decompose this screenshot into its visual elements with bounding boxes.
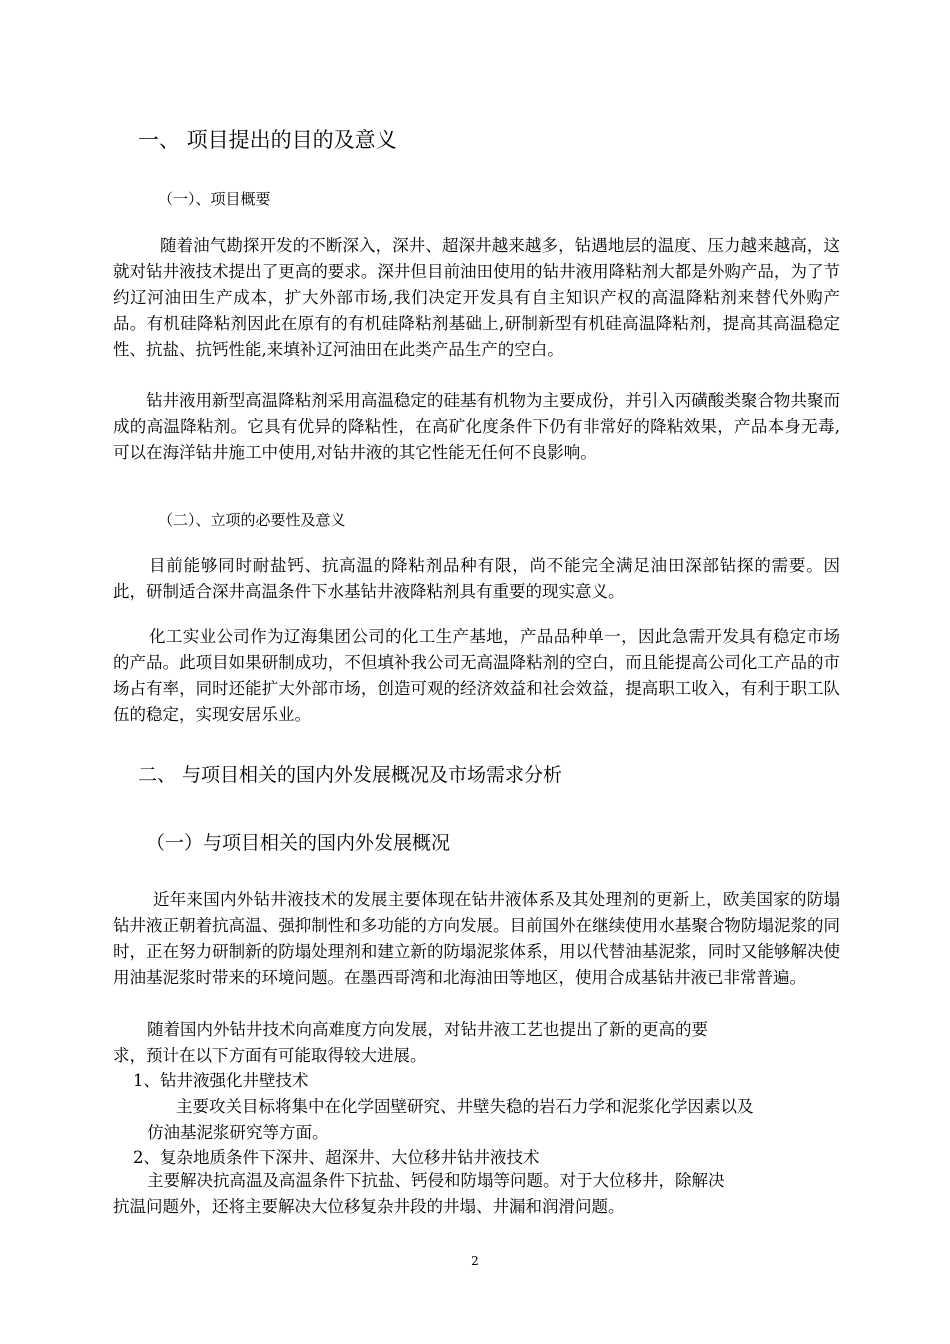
paragraph-trend-line-1: 随着国内外钻井技术向高难度方向发展，对钻井液工艺也提出了新的更高的要 <box>147 1020 708 1039</box>
section-1-heading: 一、 项目提出的目的及意义 <box>138 128 397 152</box>
paragraph-product-description: 钻井液用新型高温降粘剂采用高温稳定的硅基有机物为主要成份，并引入丙磺酸类聚合物共聚而成的高温降粘剂。它具有优异的降粘性，在高矿化度条件下仍有非常好的降粘效果，产品本身无毒,可以在海洋钻井施工中使用,对钻井液的其它性能无任何不良影响。 <box>113 391 840 462</box>
list-item-2-title: 2、复杂地质条件下深井、超深井、大位移井钻井液技术 <box>133 1148 540 1167</box>
paragraph-trend-line-2: 求，预计在以下方面有可能取得较大进展。 <box>113 1046 427 1065</box>
section-2-heading: 二、 与项目相关的国内外发展概况及市场需求分析 <box>138 764 563 786</box>
paragraph-necessity: 目前能够同时耐盐钙、抗高温的降粘剂品种有限，尚不能完全满足油田深部钻探的需要。因此，研制适合深井高温条件下水基钻井液降粘剂具有重要的现实意义。 <box>113 556 840 601</box>
subsection-2-1-heading: （一）与项目相关的国内外发展概况 <box>146 832 451 854</box>
list-item-1-line-2: 仿油基泥浆研究等方面。 <box>147 1123 329 1142</box>
paragraph-overseas-development: 近年来国内外钻井液技术的发展主要体现在钻井液体系及其处理剂的更新上，欧美国家的防塌钻井液正朝着抗高温、强抑制性和多功能的方向发展。目前国外在继续使用水基聚合物防塌泥浆的同时，正在努力研制新的防塌处理剂和建立新的防塌泥浆体系，用以代替油基泥浆，同时又能够解决使用油基泥浆时带来的环境问题。在墨西哥湾和北海油田等地区，使用合成基钻井液已非常普遍。 <box>113 890 840 987</box>
subsection-1-2-heading: （二）、立项的必要性及意义 <box>158 511 346 529</box>
list-item-2-line-2: 抗温问题外，还将主要解决大位移复杂井段的井塌、井漏和润滑问题。 <box>113 1197 625 1216</box>
page-number: 2 <box>471 1254 479 1268</box>
paragraph-project-summary: 随着油气勘探开发的不断深入，深井、超深井越来越多，钻遇地层的温度、压力越来越高，这就对钻井液技术提出了更高的要求。深井但目前油田使用的钻井液用降粘剂大都是外购产品，为了节约辽河油田生产成本，扩大外部市场,我们决定开发具有自主知识产权的高温降粘剂来替代外购产品。有机硅降粘剂因此在原有的有机硅降粘剂基础上,研制新型有机硅高温降粘剂，提高其高温稳定性、抗盐、抗钙性能,来填补辽河油田在此类产品生产的空白。 <box>113 236 840 359</box>
list-item-1-line-1: 主要攻关目标将集中在化学固壁研究、井壁失稳的岩石力学和泥浆化学因素以及 <box>176 1097 754 1116</box>
list-item-2-line-1: 主要解决抗高温及高温条件下抗盐、钙侵和防塌等问题。对于大位移井，除解决 <box>147 1171 725 1190</box>
paragraph-significance: 化工实业公司作为辽海集团公司的化工生产基地，产品品种单一，因此急需开发具有稳定市场的产品。此项目如果研制成功，不但填补我公司无高温降粘剂的空白，而且能提高公司化工产品的市场占有率，同时还能扩大外部市场，创造可观的经济效益和社会效益，提高职工收入，有利于职工队伍的稳定，实现安居乐业。 <box>113 627 840 724</box>
list-item-1-title: 1、钻井液强化井壁技术 <box>133 1071 309 1090</box>
subsection-1-1-heading: （一）、项目概要 <box>158 190 271 208</box>
